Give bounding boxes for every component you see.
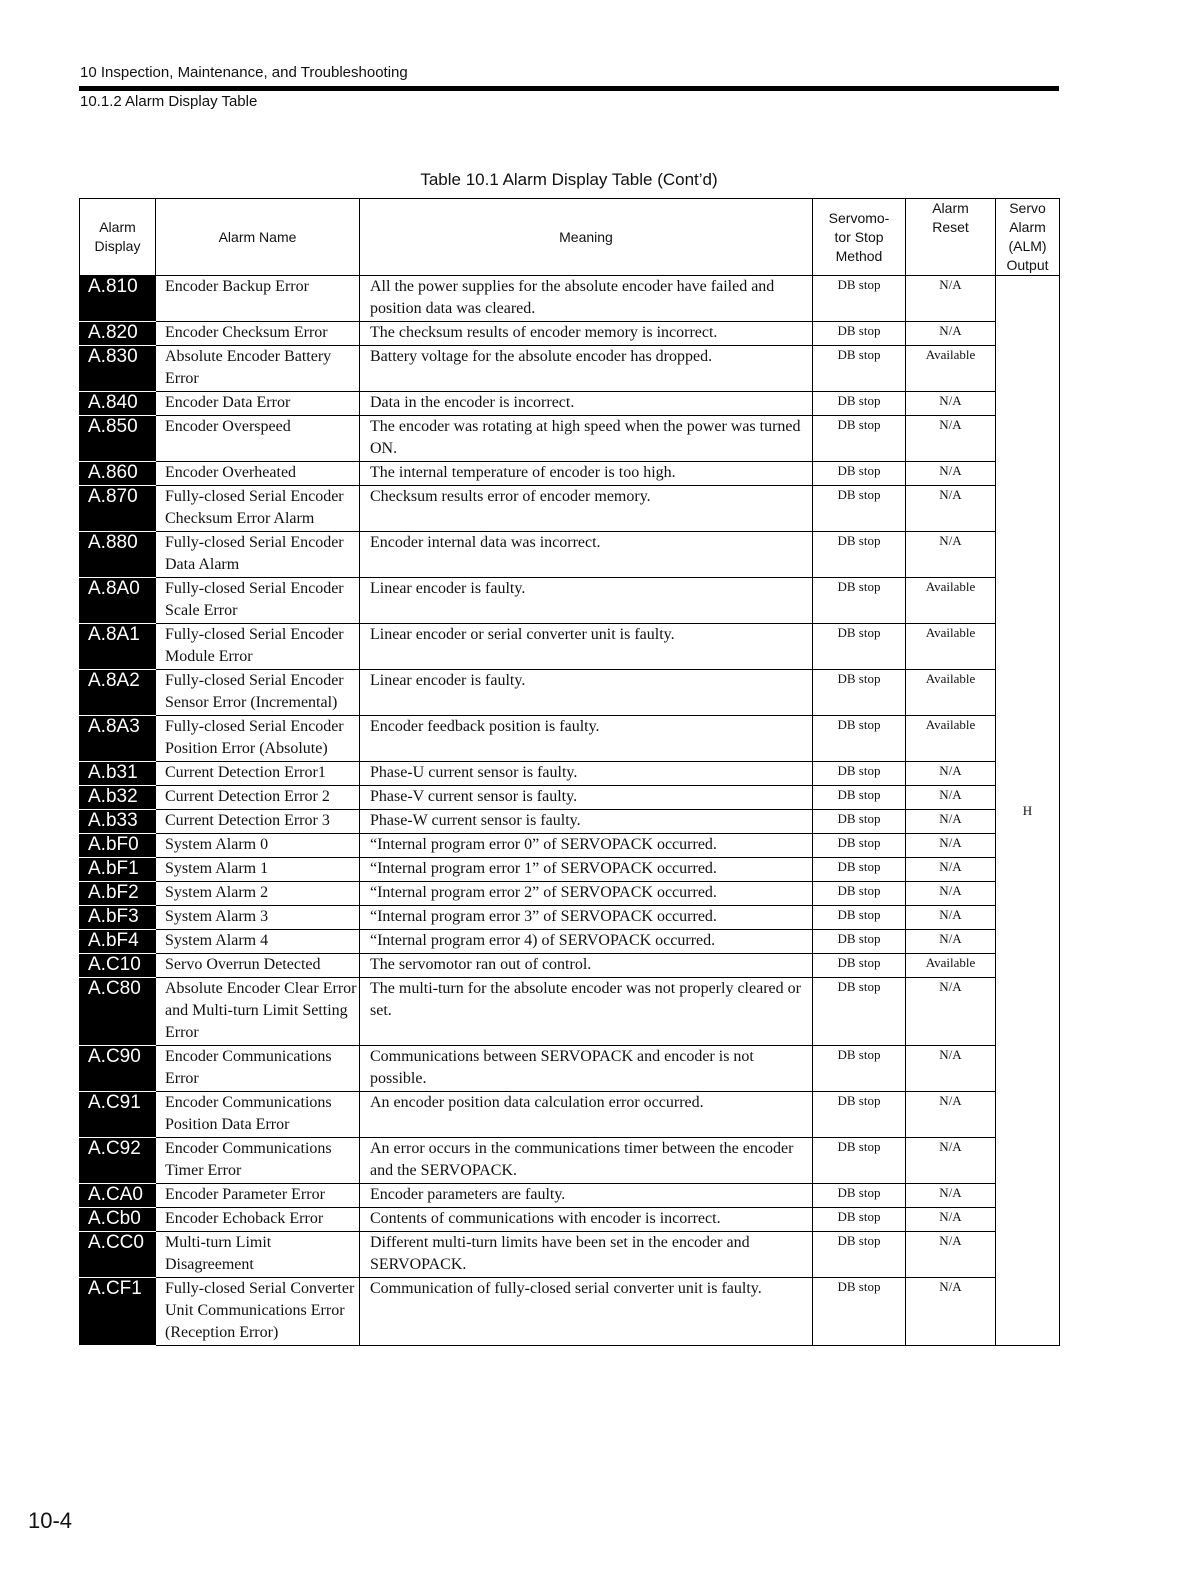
alarm-name: Fully-closed Serial Encoder Scale Error xyxy=(156,578,360,624)
stop-method: DB stop xyxy=(813,1184,906,1208)
alarm-reset: N/A xyxy=(906,882,996,906)
col-header-line: Output xyxy=(1006,257,1049,273)
col-header-line: (ALM) xyxy=(1008,238,1047,254)
alarm-name: Encoder Communications Timer Error xyxy=(156,1138,360,1184)
alarm-code: A.bF4 xyxy=(80,930,156,954)
alarm-code: A.C92 xyxy=(80,1138,156,1184)
stop-method: DB stop xyxy=(813,930,906,954)
col-header-meaning: Meaning xyxy=(360,199,813,276)
table-row xyxy=(80,954,1060,978)
alarm-meaning: Encoder internal data was incorrect. xyxy=(360,532,813,578)
alarm-name: Encoder Overspeed xyxy=(156,416,360,462)
alarm-meaning: An error occurs in the communications timer between the encoder and the SERVOPACK. xyxy=(360,1138,813,1184)
stop-method: DB stop xyxy=(813,1138,906,1184)
stop-method: DB stop xyxy=(813,1092,906,1138)
alarm-meaning: Linear encoder or serial converter unit is faulty. xyxy=(360,624,813,670)
alarm-code: A.bF0 xyxy=(80,834,156,858)
table-row xyxy=(80,716,1060,762)
alarm-reset: N/A xyxy=(906,462,996,486)
alarm-reset: N/A xyxy=(906,322,996,346)
alarm-code: A.8A0 xyxy=(80,578,156,624)
alarm-meaning: Phase-W current sensor is faulty. xyxy=(360,810,813,834)
stop-method: DB stop xyxy=(813,906,906,930)
alarm-code: A.C90 xyxy=(80,1046,156,1092)
alarm-name: Encoder Overheated xyxy=(156,462,360,486)
col-header-line: tor Stop xyxy=(834,228,884,245)
alarm-name: Encoder Backup Error xyxy=(156,276,360,322)
table-row xyxy=(80,1208,1060,1232)
alarm-reset: N/A xyxy=(906,858,996,882)
alarm-reset: N/A xyxy=(906,834,996,858)
col-header-line: Display xyxy=(94,238,141,254)
alarm-reset: N/A xyxy=(906,416,996,462)
table-row xyxy=(80,416,1060,462)
alarm-reset: N/A xyxy=(906,486,996,532)
stop-method: DB stop xyxy=(813,670,906,716)
chapter-heading: 10 Inspection, Maintenance, and Troubleshooting xyxy=(80,64,408,81)
col-header-alm-output xyxy=(996,199,1060,276)
alarm-name: System Alarm 0 xyxy=(156,834,360,858)
alarm-code: A.850 xyxy=(80,416,156,462)
table-row xyxy=(80,882,1060,906)
col-header-line: Method xyxy=(835,247,883,264)
alarm-meaning: Phase-V current sensor is faulty. xyxy=(360,786,813,810)
table-row xyxy=(80,1278,1060,1346)
alarm-meaning: Contents of communications with encoder is incorrect. xyxy=(360,1208,813,1232)
table-row xyxy=(80,834,1060,858)
alarm-meaning: All the power supplies for the absolute encoder have failed and position data was cleared. xyxy=(360,276,813,322)
alarm-meaning: “Internal program error 0” of SERVOPACK occurred. xyxy=(360,834,813,858)
table-row xyxy=(80,462,1060,486)
alarm-meaning: Communication of fully-closed serial converter unit is faulty. xyxy=(360,1278,813,1346)
alarm-meaning: “Internal program error 3” of SERVOPACK occurred. xyxy=(360,906,813,930)
stop-method: DB stop xyxy=(813,532,906,578)
stop-method: DB stop xyxy=(813,1278,906,1346)
alarm-code: A.Cb0 xyxy=(80,1208,156,1232)
table-row xyxy=(80,1046,1060,1092)
table-row xyxy=(80,276,1060,322)
alarm-code: A.C91 xyxy=(80,1092,156,1138)
stop-method: DB stop xyxy=(813,624,906,670)
table-row xyxy=(80,810,1060,834)
alarm-meaning: Different multi-turn limits have been set in the encoder and SERVOPACK. xyxy=(360,1232,813,1278)
table-row xyxy=(80,762,1060,786)
alarm-code: A.870 xyxy=(80,486,156,532)
alarm-reset: N/A xyxy=(906,1278,996,1346)
alarm-code: A.b31 xyxy=(80,762,156,786)
page-number: 10-4 xyxy=(28,1508,73,1533)
col-header-stop-method xyxy=(813,199,906,276)
table-row xyxy=(80,858,1060,882)
alarm-name: Current Detection Error1 xyxy=(156,762,360,786)
alarm-name: System Alarm 1 xyxy=(156,858,360,882)
alarm-reset: N/A xyxy=(906,906,996,930)
table-row xyxy=(80,624,1060,670)
alarm-meaning: Phase-U current sensor is faulty. xyxy=(360,762,813,786)
alarm-meaning: “Internal program error 2” of SERVOPACK occurred. xyxy=(360,882,813,906)
alarm-reset: N/A xyxy=(906,810,996,834)
alarm-meaning: Checksum results error of encoder memory. xyxy=(360,486,813,532)
alarm-meaning: Linear encoder is faulty. xyxy=(360,670,813,716)
alarm-code: A.840 xyxy=(80,392,156,416)
alarm-name: Encoder Echoback Error xyxy=(156,1208,360,1232)
col-header-line: Alarm xyxy=(1009,219,1046,235)
table-row xyxy=(80,1138,1060,1184)
alarm-name: Servo Overrun Detected xyxy=(156,954,360,978)
alarm-reset: N/A xyxy=(906,1208,996,1232)
alarm-reset: N/A xyxy=(906,392,996,416)
alarm-meaning: The checksum results of encoder memory is incorrect. xyxy=(360,322,813,346)
alarm-name: Encoder Data Error xyxy=(156,392,360,416)
stop-method: DB stop xyxy=(813,322,906,346)
alarm-reset: N/A xyxy=(906,276,996,322)
stop-method: DB stop xyxy=(813,462,906,486)
stop-method: DB stop xyxy=(813,786,906,810)
alarm-code: A.CC0 xyxy=(80,1232,156,1278)
table-row xyxy=(80,1092,1060,1138)
alarm-meaning: “Internal program error 4) of SERVOPACK occurred. xyxy=(360,930,813,954)
alarm-reset: N/A xyxy=(906,532,996,578)
alarm-code: A.C80 xyxy=(80,978,156,1046)
col-header-alarm-display xyxy=(80,199,156,276)
stop-method: DB stop xyxy=(813,1208,906,1232)
stop-method: DB stop xyxy=(813,346,906,392)
alarm-meaning: The servomotor ran out of control. xyxy=(360,954,813,978)
alarm-reset: Available xyxy=(906,716,996,762)
table-caption: Table 10.1 Alarm Display Table (Cont’d) xyxy=(420,170,718,189)
alarm-name: Fully-closed Serial Encoder Position Error (Absolute) xyxy=(156,716,360,762)
stop-method: DB stop xyxy=(813,486,906,532)
alarm-meaning: Encoder feedback position is faulty. xyxy=(360,716,813,762)
table-row xyxy=(80,532,1060,578)
alarm-code: A.860 xyxy=(80,462,156,486)
alarm-code: A.b33 xyxy=(80,810,156,834)
alarm-display-table xyxy=(79,198,1060,1346)
alarm-reset: N/A xyxy=(906,1138,996,1184)
table-row xyxy=(80,392,1060,416)
table-row xyxy=(80,1232,1060,1278)
stop-method: DB stop xyxy=(813,1232,906,1278)
alarm-code: A.C10 xyxy=(80,954,156,978)
alarm-name: Fully-closed Serial Converter Unit Communications Error (Reception Error) xyxy=(156,1278,360,1346)
alarm-reset: N/A xyxy=(906,1184,996,1208)
col-header-alarm-reset xyxy=(906,199,996,276)
alarm-name: Fully-closed Serial Encoder Checksum Error Alarm xyxy=(156,486,360,532)
col-header-line: Servo xyxy=(1009,200,1046,216)
alarm-meaning: “Internal program error 1” of SERVOPACK occurred. xyxy=(360,858,813,882)
table-row xyxy=(80,670,1060,716)
alarm-meaning: Linear encoder is faulty. xyxy=(360,578,813,624)
alarm-reset: N/A xyxy=(906,930,996,954)
table-row xyxy=(80,1184,1060,1208)
alarm-code: A.880 xyxy=(80,532,156,578)
alarm-name: Encoder Communications Position Data Error xyxy=(156,1092,360,1138)
stop-method: DB stop xyxy=(813,954,906,978)
alarm-name: Fully-closed Serial Encoder Sensor Error (Incremental) xyxy=(156,670,360,716)
alarm-reset: Available xyxy=(906,578,996,624)
col-header-line: Alarm xyxy=(932,200,969,216)
alarm-code: A.8A3 xyxy=(80,716,156,762)
alarm-name: Fully-closed Serial Encoder Module Error xyxy=(156,624,360,670)
table-row xyxy=(80,486,1060,532)
table-header-row xyxy=(80,199,1060,276)
table-row xyxy=(80,978,1060,1046)
alarm-meaning: Data in the encoder is incorrect. xyxy=(360,392,813,416)
alarm-name: Current Detection Error 3 xyxy=(156,810,360,834)
alarm-reset: N/A xyxy=(906,1232,996,1278)
table-row xyxy=(80,786,1060,810)
alarm-reset: Available xyxy=(906,346,996,392)
alarm-name: Absolute Encoder Clear Error and Multi-turn Limit Setting Error xyxy=(156,978,360,1046)
alarm-reset: Available xyxy=(906,624,996,670)
stop-method: DB stop xyxy=(813,834,906,858)
alarm-meaning: Battery voltage for the absolute encoder has dropped. xyxy=(360,346,813,392)
table-row xyxy=(80,930,1060,954)
alarm-code: A.CF1 xyxy=(80,1278,156,1346)
alarm-reset: Available xyxy=(906,954,996,978)
header-rule xyxy=(79,86,1059,91)
alarm-code: A.8A2 xyxy=(80,670,156,716)
alarm-reset: N/A xyxy=(906,978,996,1046)
alarm-code: A.bF3 xyxy=(80,906,156,930)
alarm-code: A.bF2 xyxy=(80,882,156,906)
alarm-reset: N/A xyxy=(906,762,996,786)
stop-method: DB stop xyxy=(813,882,906,906)
alarm-meaning: The multi-turn for the absolute encoder was not properly cleared or set. xyxy=(360,978,813,1046)
alarm-meaning: Communications between SERVOPACK and encoder is not possible. xyxy=(360,1046,813,1092)
alarm-code: A.bF1 xyxy=(80,858,156,882)
stop-method: DB stop xyxy=(813,392,906,416)
alarm-name: Encoder Communications Error xyxy=(156,1046,360,1092)
alarm-name: Encoder Parameter Error xyxy=(156,1184,360,1208)
alarm-code: A.CA0 xyxy=(80,1184,156,1208)
alarm-meaning: An encoder position data calculation error occurred. xyxy=(360,1092,813,1138)
alarm-name: Fully-closed Serial Encoder Data Alarm xyxy=(156,532,360,578)
col-header-alarm-name: Alarm Name xyxy=(156,199,360,276)
alarm-name: System Alarm 3 xyxy=(156,906,360,930)
alarm-name: System Alarm 4 xyxy=(156,930,360,954)
alarm-code: A.830 xyxy=(80,346,156,392)
table-row xyxy=(80,906,1060,930)
alarm-name: Multi-turn Limit Disagreement xyxy=(156,1232,360,1278)
alarm-code: A.820 xyxy=(80,322,156,346)
col-header-line: Alarm xyxy=(99,219,136,235)
alarm-meaning: The encoder was rotating at high speed when the power was turned ON. xyxy=(360,416,813,462)
table-row xyxy=(80,322,1060,346)
alarm-reset: Available xyxy=(906,670,996,716)
section-heading: 10.1.2 Alarm Display Table xyxy=(80,93,258,110)
stop-method: DB stop xyxy=(813,810,906,834)
stop-method: DB stop xyxy=(813,762,906,786)
alarm-code: A.b32 xyxy=(80,786,156,810)
stop-method: DB stop xyxy=(813,416,906,462)
alm-output: H xyxy=(996,276,1060,1346)
alarm-reset: N/A xyxy=(906,1092,996,1138)
alarm-reset: N/A xyxy=(906,1046,996,1092)
stop-method: DB stop xyxy=(813,858,906,882)
alarm-code: A.810 xyxy=(80,276,156,322)
alarm-name: Absolute Encoder Battery Error xyxy=(156,346,360,392)
alarm-rows xyxy=(80,276,1060,1346)
stop-method: DB stop xyxy=(813,978,906,1046)
stop-method: DB stop xyxy=(813,276,906,322)
alarm-name: System Alarm 2 xyxy=(156,882,360,906)
stop-method: DB stop xyxy=(813,1046,906,1092)
stop-method: DB stop xyxy=(813,716,906,762)
alarm-meaning: Encoder parameters are faulty. xyxy=(360,1184,813,1208)
table-row xyxy=(80,346,1060,392)
alarm-name: Current Detection Error 2 xyxy=(156,786,360,810)
col-header-line: Servomo- xyxy=(828,209,890,226)
stop-method: DB stop xyxy=(813,578,906,624)
col-header-line: Reset xyxy=(932,219,969,235)
alarm-name: Encoder Checksum Error xyxy=(156,322,360,346)
table-row xyxy=(80,578,1060,624)
alarm-reset: N/A xyxy=(906,786,996,810)
alarm-code: A.8A1 xyxy=(80,624,156,670)
alarm-meaning: The internal temperature of encoder is too high. xyxy=(360,462,813,486)
